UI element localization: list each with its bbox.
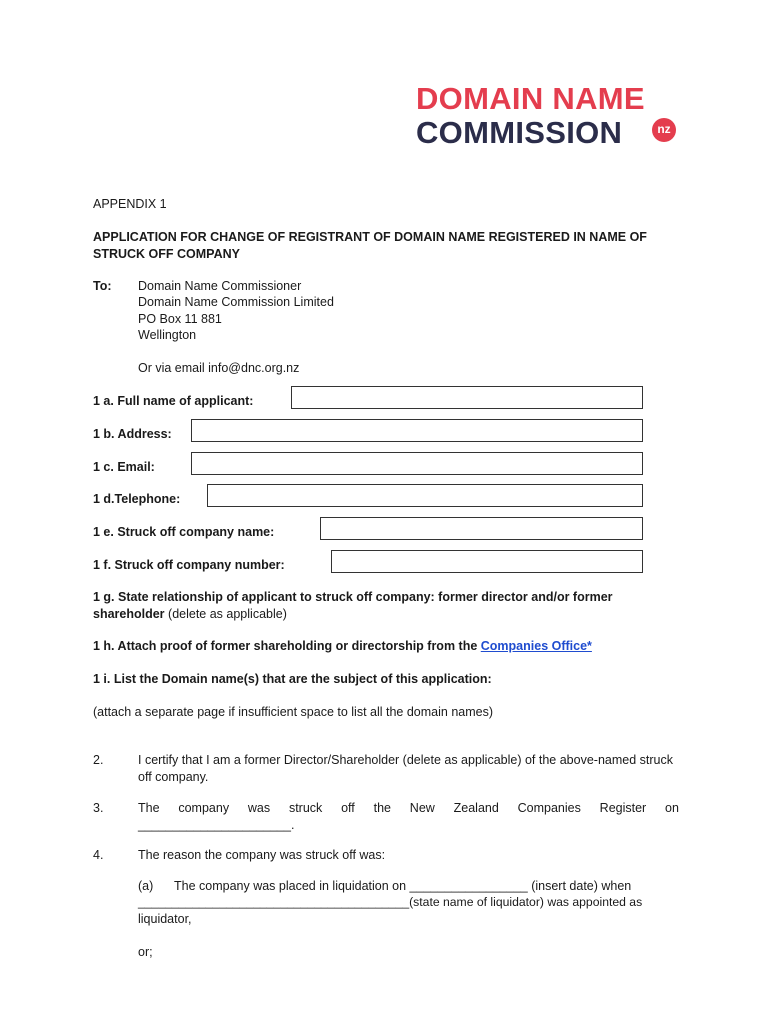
item-3-word: on [665, 801, 679, 815]
domain-list-note: (attach a separate page if insufficient space to list all the domain names) [93, 705, 493, 719]
item-3-word: Companies [517, 801, 581, 815]
to-line-3: PO Box 11 881 [138, 312, 222, 326]
relationship-text [93, 589, 653, 622]
address-label: 1 b. Address: [93, 427, 172, 441]
logo-line-2: COMMISSION [416, 115, 623, 150]
item-3-word: Register [599, 801, 647, 815]
item-3-line-1 [138, 800, 679, 817]
item-3-word: was [247, 801, 271, 815]
attach-proof-label: 1 h. Attach proof of former shareholding or directorship from the [93, 639, 481, 653]
telephone-field[interactable] [207, 484, 643, 507]
item-4a-label: (a) [138, 879, 154, 893]
company-number-label: 1 f. Struck off company number: [93, 558, 285, 572]
item-2-text: I certify that I am a former Director/Shareholder (delete as applicable) of the above-named struck off company. [138, 753, 673, 784]
companies-office-link[interactable]: Companies Office* [480, 639, 592, 653]
item-4-text: The reason the company was struck off was: [138, 848, 386, 862]
item-3-word: New [409, 801, 435, 815]
full-name-label: 1 a. Full name of applicant: [93, 394, 254, 408]
item-2-number: 2. [93, 753, 104, 767]
item-3-word: company [178, 801, 230, 815]
logo-nz-badge: nz [652, 118, 676, 142]
appendix-label: APPENDIX 1 [93, 197, 167, 211]
item-4a-line-3: liquidator, [138, 912, 192, 926]
company-name-field[interactable] [320, 517, 643, 540]
email-field[interactable] [191, 452, 643, 475]
item-3-date-blank: ______________________. [138, 818, 295, 832]
to-line-2: Domain Name Commission Limited [138, 295, 334, 309]
item-4a-line-2: ________________________________________(state name of liquidator) was appointed as [138, 895, 643, 909]
item-3-word: Zealand [453, 801, 499, 815]
dnc-logo [416, 82, 686, 152]
form-title: APPLICATION FOR CHANGE OF REGISTRANT OF DOMAIN NAME REGISTERED IN NAME OF STRUCK OFF COMPANY [93, 230, 647, 261]
attach-proof-text [93, 638, 592, 655]
item-3-number: 3. [93, 801, 104, 815]
email-label: 1 c. Email: [93, 460, 155, 474]
telephone-label: 1 d.Telephone: [93, 492, 181, 506]
email-line: Or via email info@dnc.org.nz [138, 361, 300, 375]
domain-list-label: 1 i. List the Domain name(s) that are the subject of this application: [93, 672, 492, 686]
to-line-1: Domain Name Commissioner [138, 279, 302, 293]
company-name-label: 1 e. Struck off company name: [93, 525, 275, 539]
item-3-word: the [373, 801, 391, 815]
item-4a-line-1: The company was placed in liquidation on _________________ (insert date) when [174, 879, 632, 893]
relationship-note: (delete as applicable) [164, 606, 287, 621]
relationship-bold: 1 g. State relationship of applicant to struck off company: former director and/or former shareholder [93, 590, 613, 621]
item-3-word: The [138, 801, 160, 815]
address-field[interactable] [191, 419, 643, 442]
item-3-word: off [341, 801, 355, 815]
full-name-field[interactable] [291, 386, 643, 409]
company-number-field[interactable] [331, 550, 643, 573]
to-line-4: Wellington [138, 328, 197, 342]
logo-line-1: DOMAIN NAME [416, 81, 645, 116]
item-4-or: or; [138, 945, 153, 959]
item-3-word: struck [288, 801, 323, 815]
to-label: To: [93, 279, 112, 293]
item-4-number: 4. [93, 848, 104, 862]
